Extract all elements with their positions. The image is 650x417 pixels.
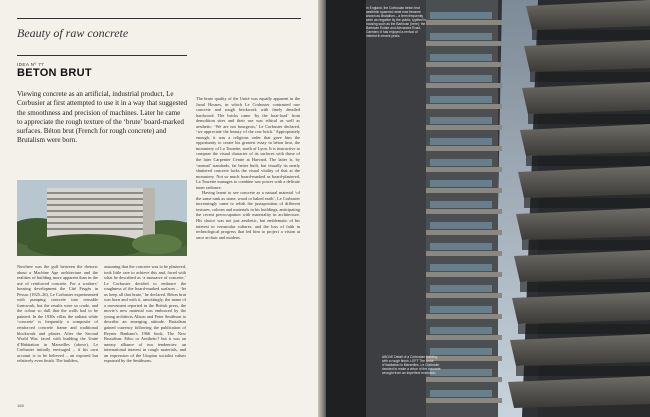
body-text: Nowhere was the gulf between the rhetoric about a Machine Age architecture and the realities of building more apparent than in the use of reinforced concrete. For a workers’ housing development the Cité Frugès in Pessac (1925–26), Le Corbusier experimented with pumping concrete into reusable formwork, but the results were so crude, and the colour so dull that the walls had to be painted. In the 1930s villas the radiant white ‘concrete’ is frequently a composite of reinforced concrete frame and traditional blockwork and plaster. After the Second World War, faced with building the Unité d’Habitation in Marseilles (above), Le Corbusier initially envisaged – if his own account is to be believed – an exposed but relatively even finish. The builders,: [17, 264, 98, 364]
body-text: assuming that the concrete was to be plastered, took little care to achieve this and, faced with what he described as ‘a massacre of concrete,’ Le Corbusier decided to embrace the roughness of the board-marked surfaces – ‘let us keep all that brute,’ he declared. Béton brut was born and with it, unwittingly, the name of a movement reported in the British press, the movie’s new material was embraced by the young architects Alison and Peter Smithson to describe an emerging attitude. Brutalism gained currency following the publication of Reyner Banham’s 1966 book, The New Brutalism: Ethic or Aesthetic? but it was an uneasy alliance of two tendencies: an international interest in rough materials, and an expression of the Utopian socialist values espoused by the Smithsons.: [104, 264, 186, 364]
running-head: Beauty of raw concrete: [17, 26, 129, 40]
left-page: [0, 0, 318, 417]
idea-label: IDEA Nº 77: [17, 62, 45, 67]
heading-rule: [17, 55, 187, 56]
right-page: [326, 0, 650, 417]
body-column-3: [196, 96, 300, 240]
book-gutter: [318, 0, 326, 417]
page-title: BETON BRUT: [17, 67, 92, 79]
caption-top: In England, the Corbusian béton brut aesthetic spawned what now became known as Brutalism – a term frequently seen as negative by the public, typified in housing such as the Barbican (here): the Barbican Estate and Alexandra Road, Camden; it has enjoyed a revival of interest in recent years.: [366, 6, 427, 38]
body-text: The brute quality of the Unité was equally apparent in the Jaoul Houses, in which Le Corbusier contrasted raw concrete and rough brickwork with finely detailed hardwood. The bricks came ‘by the boat-load’ from demolition sites and their use was ethical as well as aesthetic: ‘We are not bourgeois,’ Le Corbusier declared, ‘we appreciate the beauty of the raw brick.’ Appropriately enough, it was a religious order that gave him the opportunity to create his greatest essay in béton brut, the monastery of La Tourette, north of Lyon. It is instructive to compare the visual character of its surfaces with those of the later Carpenter Centre at Harvard. The latter is, by ‘normal’ standards, far better built, but visually its neatly shuttered concrete lacks the visual vitality of that at the monastery. Not so much board-marked as board-plastered, La Tourette manages to combine raw power with a delicate inner radiance.: [196, 96, 300, 190]
body-column-2: [104, 264, 186, 364]
body-column-1: [17, 264, 98, 364]
body-text: Having learnt to see concrete as a natural material ‘of the same rank as stone, wood or baked earth’, Le Corbusier increasingly came to relish the juxtaposition of different textures, colours and materials in his buildings, anticipating the recent preoccupation with materiality in architecture. His choice was not just aesthetic, but emblematic of his interest in vernacular cultures, and the loss of faith in technological progress that led him to project a vision at once archaic and modern.: [196, 190, 300, 240]
page-number: 168: [17, 403, 24, 408]
caption-bottom: ABOVE Detail of a Corbusian building with a rough finish. LEFT The Unité d’Habitation in Marseilles, Le Corbusier decided to make a virtue of the concrete wrought from an imperfect execution.: [382, 355, 441, 375]
barbican-tower-photo: [326, 0, 650, 417]
unite-habitation-photo: [17, 180, 187, 256]
top-rule: [17, 18, 301, 19]
building-illustration: [17, 180, 187, 256]
intro-paragraph: Viewing concrete as an artificial, industrial product, Le Corbusier at first attempted to use it in a way that suggested the smoothness and precision of machines. Later he came to appreciate the rough texture of the ‘brute’ board-marked surfaces. Béton brut (French for rough concrete) and Brutalism were born.: [17, 90, 188, 145]
